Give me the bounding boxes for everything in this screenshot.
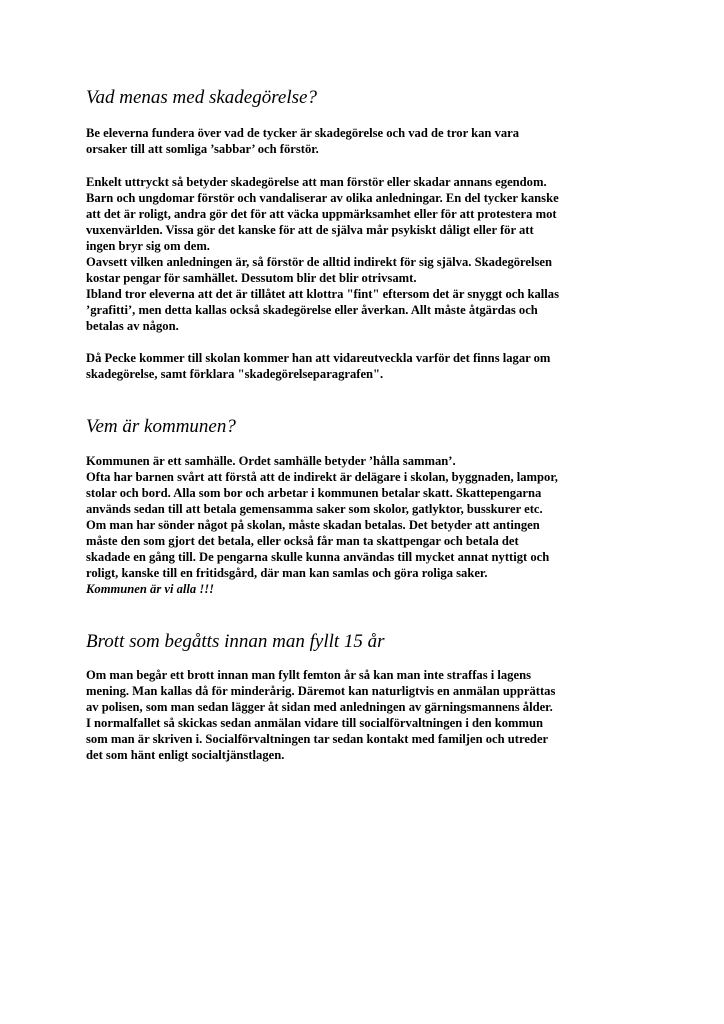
text-line: används sedan till att betala gemensamma saker som skolor, gatlyktor, busskurer etc. (86, 502, 543, 516)
text-line: stolar och bord. Alla som bor och arbetar i kommunen betalar skatt. Skattepengarna (86, 486, 542, 500)
text-line: Ibland tror eleverna att det är tillåtet att klottra "fint" eftersom det är snyggt och kallas (86, 287, 560, 301)
text-line: orsaker till att somliga ’sabbar’ och förstör. (86, 142, 319, 156)
paragraph-pecke (86, 350, 646, 382)
text-line: det som hänt enligt socialtjänstlagen. (86, 748, 285, 762)
text-line: I normalfallet så skickas sedan anmälan vidare till socialförvaltningen i den kommun (86, 716, 544, 730)
paragraph-brott (86, 667, 646, 763)
text-line: mening. Man kallas då för minderårig. Däremot kan naturligtvis en anmälan upprättas (86, 684, 556, 698)
text-line: roligt, kanske till en fritidsgård, där man kan samlas och göra roliga saker. (86, 566, 488, 580)
text-line: skadade en gång till. De pengarna skulle kunna användas till mycket annat nyttigt och (86, 550, 550, 564)
paragraph-kommunen (86, 453, 646, 597)
paragraph-definition (86, 174, 646, 334)
text-line: Oavsett vilken anledningen är, så förstör de alltid indirekt för sig själva. Skadegörelsen (86, 255, 553, 269)
paragraph-intro (86, 125, 646, 157)
text-line: av polisen, som man sedan lägger åt sidan med anledningen av gärningsmannens ålder. (86, 700, 553, 714)
text-line: som man är skriven i. Socialförvaltningen tar sedan kontakt med familjen och utreder (86, 732, 549, 746)
text-line: betalas av någon. (86, 319, 179, 333)
text-line: Enkelt uttryckt så betyder skadegörelse att man förstör eller skadar annans egendom. (86, 175, 547, 189)
section-heading-brott: Brott som begåtts innan man fyllt 15 år (86, 631, 385, 652)
document-page (86, 86, 646, 763)
text-line: skadegörelse, samt förklara "skadegörelseparagrafen". (86, 367, 384, 381)
text-line: måste den som gjort det betala, eller också får man ta skattpengar och betala det (86, 534, 519, 548)
text-line: Om man begår ett brott innan man fyllt femton år så kan man inte straffas i lagens (86, 668, 531, 682)
text-line: Barn och ungdomar förstör och vandaliserar av olika anledningar. En del tycker kanske (86, 191, 559, 205)
text-line: Ofta har barnen svårt att förstå att de indirekt är delägare i skolan, byggnaden, lampor, (86, 470, 558, 484)
text-line: Kommunen är ett samhälle. Ordet samhälle betyder ’hålla samman’. (86, 454, 456, 468)
text-line: att det är roligt, andra gör det för att väcka uppmärksamhet eller för att protestera mot (86, 207, 557, 221)
text-line: ingen bryr sig om dem. (86, 239, 210, 253)
closing-line: Kommunen är vi alla !!! (86, 582, 215, 596)
text-line: ’grafitti’, men detta kallas också skadegörelse eller åverkan. Allt måste åtgärdas och (86, 303, 538, 317)
text-line: Om man har sönder något på skolan, måste skadan betalas. Det betyder att antingen (86, 518, 540, 532)
text-line: Be eleverna fundera över vad de tycker är skadegörelse och vad de tror kan vara (86, 126, 520, 140)
text-line: Då Pecke kommer till skolan kommer han att vidareutveckla varför det finns lagar om (86, 351, 551, 365)
text-line: vuxenvärlden. Vissa gör det kanske för att de själva mår psykiskt dåligt eller för att (86, 223, 534, 237)
section-heading-kommunen: Vem är kommunen? (86, 416, 236, 437)
text-line: kostar pengar för samhället. Dessutom blir det blir otrivsamt. (86, 271, 417, 285)
section-heading-skadegorelse: Vad menas med skadegörelse? (86, 87, 317, 108)
